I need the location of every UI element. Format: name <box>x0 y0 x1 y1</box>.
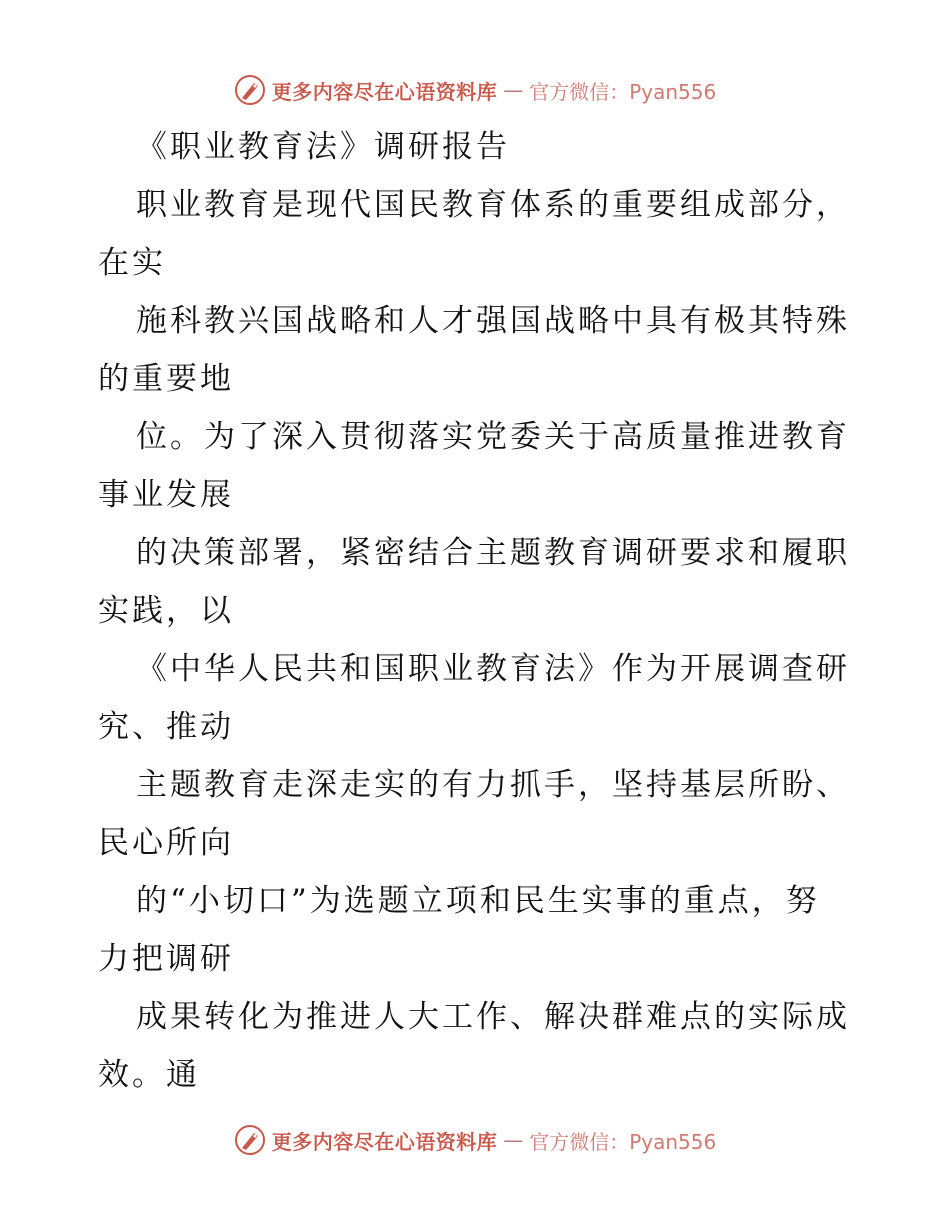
document-body <box>98 118 858 1104</box>
paragraph-line: 位。为了深入贯彻落实党委关于高质量推进教育 <box>136 419 850 455</box>
watermark-brand: 更多内容尽在心语资料库 <box>271 79 498 104</box>
watermark-separator: — <box>503 1128 524 1152</box>
paragraph-line: 成果转化为推进人大工作、解决群难点的实际成 <box>136 999 850 1035</box>
paragraph-line: 职业教育是现代国民教育体系的重要组成部分， <box>136 187 850 223</box>
watermark-wechat: 官方微信：Pyan556 <box>529 79 717 104</box>
paragraph-line: 在实 <box>98 245 166 281</box>
paragraph-line: 的决策部署，紧密结合主题教育调研要求和履职 <box>136 535 850 571</box>
footer-watermark <box>0 1120 950 1160</box>
pen-nib-icon <box>234 74 266 106</box>
paragraph-line: 力把调研 <box>98 941 234 977</box>
paragraph-line: 民心所向 <box>98 825 234 861</box>
watermark-brand: 更多内容尽在心语资料库 <box>271 1129 498 1154</box>
document-title: 《职业教育法》调研报告 <box>136 129 510 165</box>
paragraph-line: 《中华人民共和国职业教育法》作为开展调查研 <box>136 651 850 687</box>
paragraph-line: 主题教育走深走实的有力抓手，坚持基层所盼、 <box>136 767 850 803</box>
paragraph-line: 究、推动 <box>98 709 234 745</box>
paragraph-line: 的重要地 <box>98 361 234 397</box>
paragraph-line: 事业发展 <box>98 477 234 513</box>
watermark-separator: — <box>503 78 524 102</box>
paragraph-line: 效。通 <box>98 1057 200 1093</box>
paragraph-line: 的“小切口”为选题立项和民生实事的重点，努 <box>136 883 820 919</box>
pen-nib-icon <box>234 1124 266 1156</box>
watermark-wechat: 官方微信：Pyan556 <box>529 1129 717 1154</box>
header-watermark <box>0 70 950 110</box>
paragraph-line: 施科教兴国战略和人才强国战略中具有极其特殊 <box>136 303 850 339</box>
paragraph-line: 实践，以 <box>98 593 234 629</box>
